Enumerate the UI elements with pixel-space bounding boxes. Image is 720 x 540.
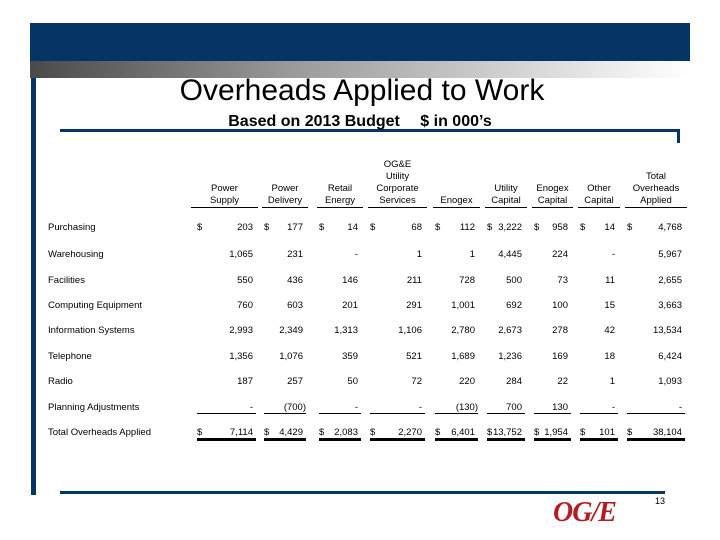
column-header-line: Supply — [191, 195, 258, 208]
column-header-line: Other — [587, 183, 611, 194]
table-cell — [370, 351, 425, 362]
table-cell — [487, 275, 525, 286]
table-cell — [487, 427, 525, 441]
cell-value: 6,424 — [658, 351, 682, 362]
table-cell — [487, 351, 525, 362]
header-banner — [30, 23, 690, 61]
table-cell — [627, 351, 685, 362]
table-cell — [370, 427, 425, 441]
page-title: Overheads Applied to Work — [179, 74, 545, 107]
table-cell — [370, 325, 425, 336]
column-header — [485, 160, 527, 208]
cell-value: 13,752 — [492, 427, 522, 438]
table-cell — [534, 249, 571, 260]
table-cell — [197, 402, 256, 414]
table-cell — [264, 300, 306, 311]
cell-value: - — [354, 249, 358, 260]
column-header — [625, 160, 687, 208]
table-cell — [534, 427, 571, 441]
column-header-line: Retail — [327, 183, 353, 194]
cell-value: 603 — [287, 300, 303, 311]
table-cell — [627, 427, 685, 441]
table-cell — [487, 402, 525, 414]
cell-value: 13,534 — [652, 325, 682, 336]
row-label: Planning Adjustments — [48, 402, 140, 413]
table-cell — [487, 325, 525, 336]
table-cell — [627, 249, 685, 260]
cell-value: 2,993 — [229, 325, 253, 336]
cell-value: 130 — [552, 402, 568, 413]
cell-value: 4,768 — [658, 222, 682, 233]
column-header-line: Power — [271, 183, 299, 194]
cell-value: 3,222 — [498, 222, 522, 233]
cell-value: 728 — [459, 275, 475, 286]
column-header — [262, 160, 308, 208]
column-header-line: Delivery — [262, 195, 308, 208]
cell-value: 211 — [406, 275, 422, 286]
cell-value: 18 — [604, 351, 615, 362]
table-cell — [487, 300, 525, 311]
cell-value: 2,673 — [498, 325, 522, 336]
cell-value: 11 — [605, 275, 615, 286]
table-cell — [319, 275, 361, 286]
cell-value: 2,083 — [334, 427, 358, 438]
table-cell — [487, 376, 525, 387]
cell-value: 15 — [604, 300, 615, 311]
table-cell — [264, 427, 306, 441]
cell-value: - — [249, 402, 253, 413]
table-cell — [534, 402, 571, 414]
cell-value: 1,356 — [229, 351, 253, 362]
cell-value: (700) — [283, 402, 306, 413]
cell-value: 5,967 — [658, 249, 682, 260]
table-cell — [580, 427, 618, 441]
cell-value: 50 — [347, 376, 358, 387]
table-cell — [370, 402, 425, 414]
table-cell — [264, 275, 306, 286]
table-cell — [627, 402, 685, 414]
cell-value: 1 — [469, 249, 475, 260]
cell-value: 359 — [342, 351, 358, 362]
cell-value: 68 — [411, 222, 422, 233]
currency-symbol: $ — [435, 222, 441, 233]
table-cell — [264, 402, 306, 414]
table-cell — [319, 376, 361, 387]
cell-value: - — [678, 402, 682, 413]
cell-value: 14 — [347, 222, 358, 233]
currency-symbol: $ — [534, 222, 540, 233]
row-label: Facilities — [48, 275, 85, 286]
column-header-line: Utility — [494, 183, 518, 194]
table-cell — [534, 300, 571, 311]
cell-value: 257 — [287, 376, 303, 387]
column-header — [368, 160, 427, 208]
table-cell — [264, 325, 306, 336]
cell-value: 14 — [604, 222, 615, 233]
cell-value: 220 — [459, 376, 475, 387]
cell-value: - — [611, 402, 615, 413]
cell-value: 203 — [237, 222, 253, 233]
table-cell — [319, 325, 361, 336]
currency-symbol: $ — [487, 427, 493, 438]
table-cell — [487, 249, 525, 260]
cell-value: 72 — [411, 376, 422, 387]
cell-value: 2,270 — [398, 427, 422, 438]
currency-symbol: $ — [197, 222, 203, 233]
table-cell — [197, 325, 256, 336]
table-cell — [580, 402, 618, 414]
oge-logo: OG/E — [553, 497, 616, 528]
footer-rule — [60, 491, 665, 494]
table-cell — [435, 249, 478, 260]
cell-value: 146 — [342, 275, 358, 286]
currency-symbol: $ — [627, 222, 633, 233]
cell-value: 278 — [552, 325, 568, 336]
column-header — [317, 160, 363, 208]
cell-value: 4,445 — [498, 249, 522, 260]
column-header-line: OG&E — [383, 159, 412, 170]
cell-value: 1 — [416, 249, 422, 260]
budget-basis: Based on 2013 Budget — [228, 113, 400, 130]
column-header-line: Overheads — [632, 183, 680, 194]
table-cell — [534, 275, 571, 286]
column-header-line: Enogex — [536, 183, 569, 194]
table-cell — [319, 222, 361, 233]
table-cell — [435, 376, 478, 387]
left-rule — [31, 78, 36, 495]
currency-symbol: $ — [487, 222, 493, 233]
table-cell — [264, 351, 306, 362]
table-cell — [580, 249, 618, 260]
cell-value: 112 — [459, 222, 475, 233]
table-cell — [319, 351, 361, 362]
cell-value: 1,076 — [279, 351, 303, 362]
currency-symbol: $ — [319, 427, 325, 438]
cell-value: - — [418, 402, 422, 413]
cell-value: 73 — [557, 275, 568, 286]
row-label: Computing Equipment — [48, 300, 142, 311]
page-number: 13 — [655, 496, 666, 506]
currency-symbol: $ — [580, 427, 586, 438]
table-cell — [534, 351, 571, 362]
cell-value: 1,689 — [451, 351, 475, 362]
table-cell — [370, 300, 425, 311]
table-cell — [197, 222, 256, 233]
table-cell — [435, 222, 478, 233]
table-cell — [627, 222, 685, 233]
cell-value: 1,236 — [498, 351, 522, 362]
currency-symbol: $ — [370, 427, 376, 438]
column-header-line: Capital — [578, 195, 620, 208]
column-header-line: Services — [368, 195, 427, 208]
currency-symbol: $ — [627, 427, 633, 438]
table-cell — [487, 222, 525, 233]
table-cell — [627, 325, 685, 336]
currency-symbol: $ — [319, 222, 325, 233]
column-header-line: Enogex — [433, 195, 480, 208]
row-label: Telephone — [48, 351, 92, 362]
currency-symbol: $ — [580, 222, 586, 233]
table-cell — [580, 222, 618, 233]
column-header-line: Power — [211, 183, 238, 194]
cell-value: 1,106 — [398, 325, 422, 336]
currency-symbol: $ — [435, 427, 441, 438]
cell-value: 169 — [552, 351, 568, 362]
currency-symbol: $ — [197, 427, 203, 438]
column-header-line: Applied — [625, 195, 687, 208]
cell-value: 1,001 — [451, 300, 475, 311]
table-cell — [534, 376, 571, 387]
cell-value: 700 — [506, 402, 522, 413]
cell-value: 1,954 — [544, 427, 568, 438]
column-header-line: Capital — [485, 195, 527, 208]
row-label: Warehousing — [48, 249, 104, 260]
table-cell — [370, 275, 425, 286]
cell-value: 177 — [287, 222, 303, 233]
cell-value: - — [611, 249, 615, 260]
table-cell — [264, 249, 306, 260]
row-label: Total Overheads Applied — [48, 427, 151, 438]
table-cell — [627, 275, 685, 286]
table-cell — [197, 275, 256, 286]
table-cell — [370, 222, 425, 233]
table-cell — [627, 300, 685, 311]
cell-value: 4,429 — [279, 427, 303, 438]
table-cell — [580, 325, 618, 336]
cell-value: 6,401 — [451, 427, 475, 438]
table-cell — [319, 402, 361, 414]
table-cell — [435, 427, 478, 441]
column-header — [532, 160, 573, 208]
cell-value: 100 — [552, 300, 568, 311]
column-header-line: Total — [645, 171, 667, 182]
currency-symbol: $ — [370, 222, 376, 233]
cell-value: 7,114 — [229, 427, 253, 438]
table-cell — [534, 222, 571, 233]
row-label: Radio — [48, 376, 73, 387]
cell-value: 291 — [406, 300, 422, 311]
column-header-line: Corporate — [376, 183, 419, 194]
cell-value: 3,663 — [658, 300, 682, 311]
cell-value: 1 — [609, 376, 615, 387]
cell-value: 231 — [287, 249, 303, 260]
currency-symbol: $ — [534, 427, 540, 438]
column-header-line: Energy — [317, 195, 363, 208]
table-cell — [435, 300, 478, 311]
currency-symbol: $ — [264, 222, 270, 233]
cell-value: 2,655 — [658, 275, 682, 286]
cell-value: 224 — [552, 249, 568, 260]
cell-value: 550 — [237, 275, 253, 286]
table-cell — [435, 402, 478, 414]
column-header — [578, 160, 620, 208]
column-header — [191, 160, 258, 208]
cell-value: 187 — [237, 376, 253, 387]
cell-value: 1,093 — [658, 376, 682, 387]
table-cell — [370, 376, 425, 387]
table-cell — [435, 275, 478, 286]
table-cell — [319, 427, 361, 441]
table-cell — [435, 325, 478, 336]
table-cell — [435, 351, 478, 362]
units-note: $ in 000’s — [420, 113, 492, 130]
cell-value: 692 — [506, 300, 522, 311]
table-cell — [319, 300, 361, 311]
cell-value: 101 — [599, 427, 615, 438]
table-cell — [534, 325, 571, 336]
table-cell — [197, 427, 256, 441]
table-cell — [197, 300, 256, 311]
table-cell — [580, 275, 618, 286]
cell-value: 284 — [506, 376, 522, 387]
column-header-line: Utility — [385, 171, 410, 182]
subtitle — [0, 113, 720, 131]
cell-value: 436 — [287, 275, 303, 286]
cell-value: 500 — [506, 275, 522, 286]
cell-value: 760 — [237, 300, 253, 311]
table-cell — [580, 376, 618, 387]
table-cell — [197, 249, 256, 260]
cell-value: 521 — [406, 351, 422, 362]
column-header-line: Capital — [532, 195, 573, 208]
table-cell — [264, 376, 306, 387]
title-rule-tick — [677, 129, 680, 143]
table-cell — [319, 249, 361, 260]
cell-value: 38,104 — [652, 427, 682, 438]
table-cell — [580, 351, 618, 362]
cell-value: 2,349 — [279, 325, 303, 336]
column-header — [433, 160, 480, 208]
cell-value: 958 — [552, 222, 568, 233]
cell-value: - — [354, 402, 358, 413]
table-cell — [370, 249, 425, 260]
row-label: Purchasing — [48, 222, 96, 233]
row-label: Information Systems — [48, 325, 135, 336]
table-cell — [197, 376, 256, 387]
table-cell — [264, 222, 306, 233]
table-cell — [580, 300, 618, 311]
currency-symbol: $ — [264, 427, 270, 438]
cell-value: 22 — [557, 376, 568, 387]
cell-value: 2,780 — [451, 325, 475, 336]
cell-value: 201 — [342, 300, 358, 311]
table-cell — [197, 351, 256, 362]
cell-value: 1,065 — [229, 249, 253, 260]
cell-value: 1,313 — [334, 325, 358, 336]
cell-value: 42 — [604, 325, 615, 336]
table-cell — [627, 376, 685, 387]
cell-value: (130) — [455, 402, 478, 413]
